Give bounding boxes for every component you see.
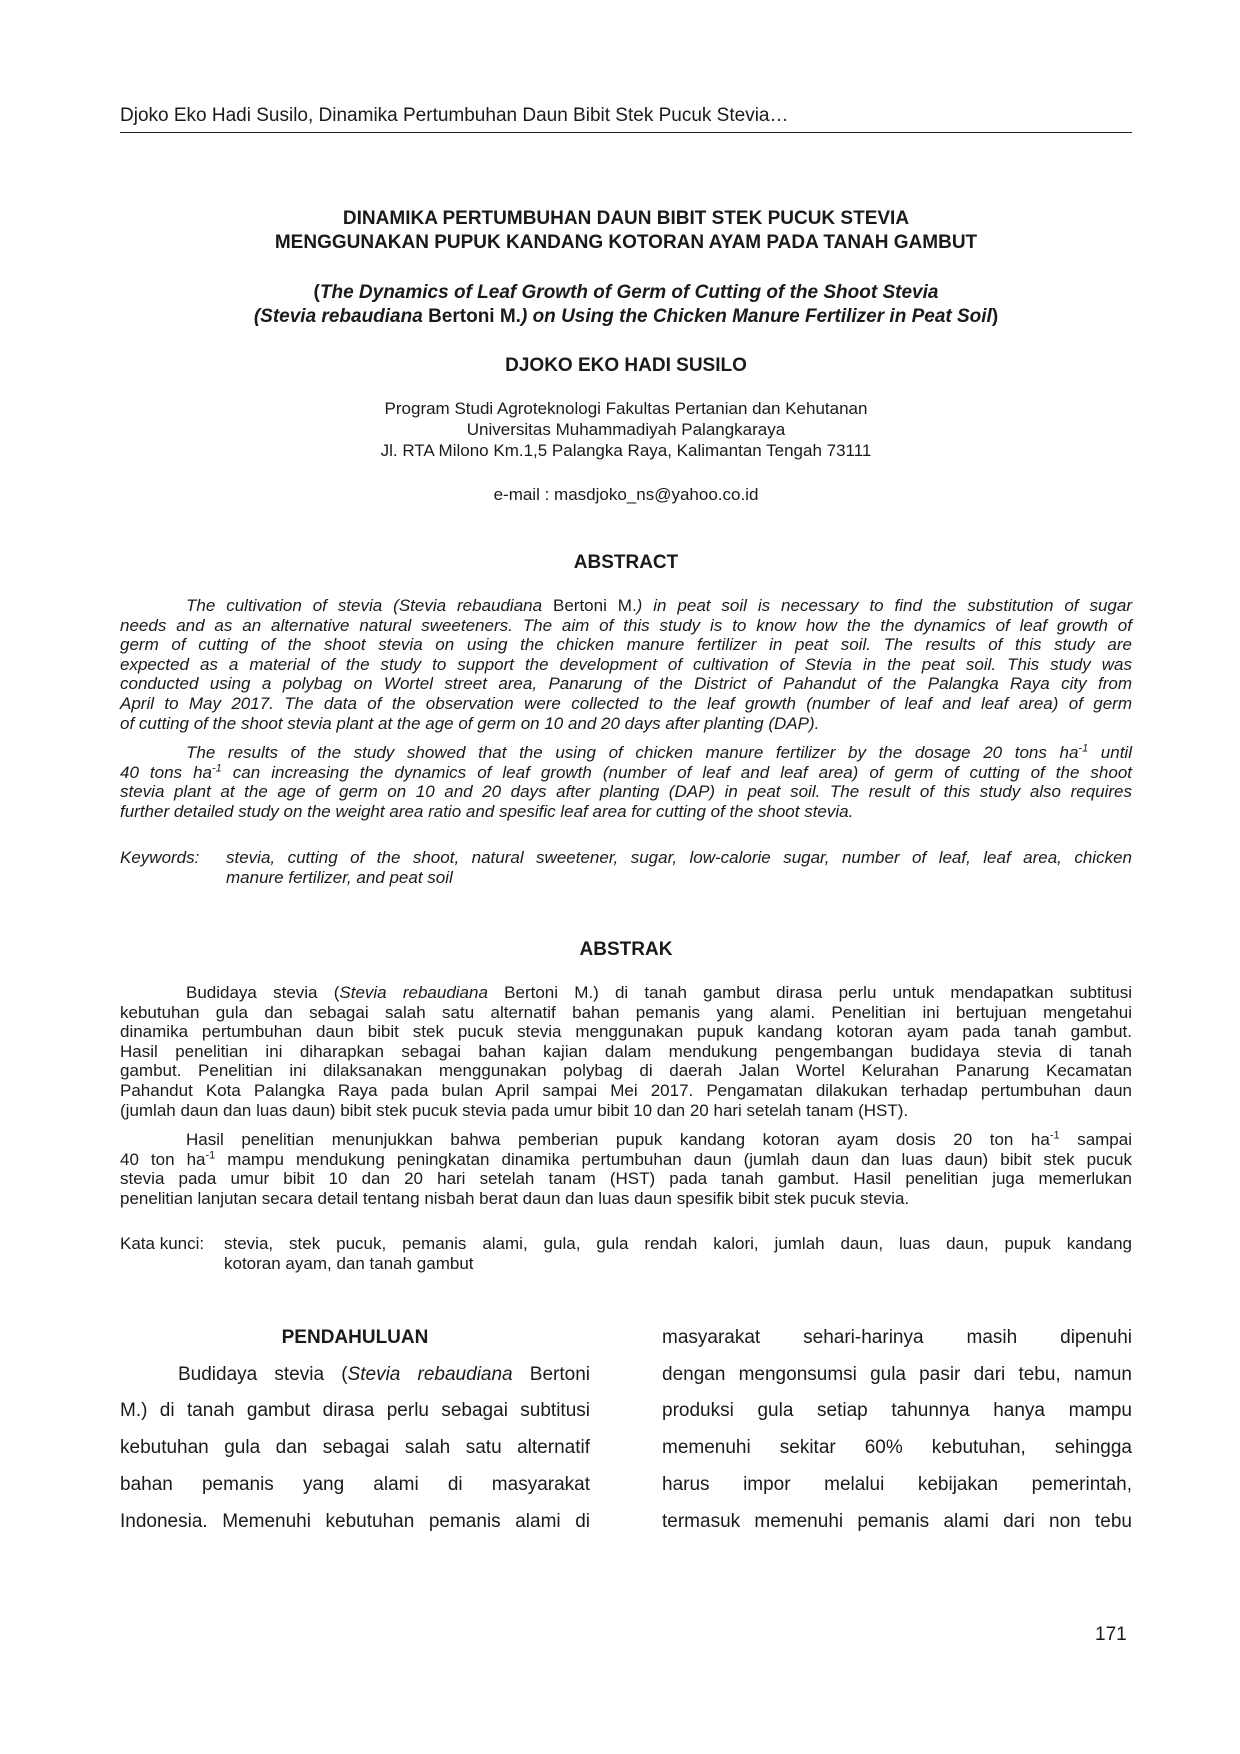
text-line: further detailed study on the weight area ratio and spesific leaf area for cutting of the shoot stevia. [120, 801, 854, 821]
text-line: penelitian lanjutan secara detail tentang nisbah berat daun dan luas daun spesifik bibit stek pucuk stevia. [120, 1188, 910, 1208]
text-line: dinamika pertumbuhan daun bibit stek pucuk stevia menggunakan pupuk kandang kotoran ayam pada tanah gambut. [120, 1022, 1132, 1042]
text-line: masyarakat sehari-harinya masih dipenuhi [662, 1327, 1132, 1348]
keywords-text [226, 848, 1132, 887]
abstrak-paragraph-1 [120, 983, 1132, 1120]
author-name: DJOKO EKO HADI SUSILO [505, 355, 747, 376]
paren: ( [313, 282, 320, 303]
paper-title [120, 207, 1132, 255]
page-number: 171 [1095, 1624, 1127, 1645]
text-line: kotoran ayam, dan tanah gambut [224, 1253, 474, 1273]
text-line: harus impor melalui kebijakan pemerintah, [662, 1473, 1132, 1495]
kata-kunci-text [224, 1234, 1132, 1273]
english-title [120, 281, 1132, 329]
text-line: germ of cutting of the shoot stevia on using the chicken manure fertilizer in peat soil. The results of this study are [120, 635, 1132, 655]
running-head: Djoko Eko Hadi Susilo, Dinamika Pertumbuhan Daun Bibit Stek Pucuk Stevia… [120, 104, 1132, 133]
text-line: produksi gula setiap tahunnya hanya mampu [662, 1400, 1132, 1422]
intro-right-column [662, 1320, 1132, 1540]
author-email: e-mail : masdjoko_ns@yahoo.co.id [493, 485, 759, 504]
text-line: Budidaya stevia (Stevia rebaudiana Bertoni M.) di tanah gambut dirasa perlu untuk mendapatkan subtitusi [186, 983, 1133, 1002]
text-line: Indonesia. Memenuhi kebutuhan pemanis alami di [120, 1510, 590, 1532]
text-line: 40 tons $ha^{-1}$ can increasing the dynamics of leaf growth (number of leaf and leaf area) of germ of cutting of the shoot [120, 761, 1133, 782]
text-line: dengan mengonsumsi gula pasir dari tebu, namun [662, 1363, 1132, 1385]
english-title-line [120, 281, 1132, 305]
abstract-paragraph-2 [120, 743, 1132, 821]
abstract-paragraph-1 [120, 596, 1132, 733]
text-line: Hasil penelitian ini diharapkan sebagai bahan kajian dalam mendukung pengembangan budidaya stevia di tanah [120, 1041, 1132, 1061]
text-line: needs and as an alternative natural sweeteners. The aim of this study is to know how the the dynamics of leaf growth of [120, 615, 1132, 635]
text-line: Hasil penelitian menunjukkan bahwa pemberian pupuk kandang kotoran ayam dosis 20 ton $ha^{-1}$ sampai [186, 1129, 1132, 1149]
species-author: Bertoni M. [422, 306, 521, 327]
text-line: memenuhi sekitar 60% kebutuhan, sehingga [662, 1437, 1132, 1459]
keywords-label: Keywords: [120, 848, 200, 867]
text-line: kebutuhan gula dan sebagai salah satu alternatif bahan pemanis yang alami. Penelitian ini bertujuan mengetahui [120, 1002, 1132, 1022]
text-line: Budidaya stevia (Stevia rebaudiana Bertoni [178, 1363, 591, 1385]
title-line: MENGGUNAKAN PUPUK KANDANG KOTORAN AYAM PADA TANAH GAMBUT [274, 232, 978, 253]
abstract-heading: ABSTRACT [573, 552, 679, 573]
affiliation-line: Universitas Muhammadiyah Palangkaraya [466, 420, 786, 439]
text-line: stevia pada umur bibit 10 dan 20 hari setelah tanam (HST) pada tanah gambut. Hasil penelitian juga memerlukan [120, 1169, 1132, 1189]
text-line: manure fertilizer, and peat soil [226, 867, 453, 887]
text-line: conducted using a polybag on Wortel street area, Panarung of the District of Pahandut of the Palangka Raya city from [120, 674, 1132, 694]
title-line: DINAMIKA PERTUMBUHAN DAUN BIBIT STEK PUCUK STEVIA [342, 208, 910, 229]
kata-kunci-label: Kata kunci: [120, 1234, 205, 1253]
text-line: termasuk memenuhi pemanis alami dari non tebu [662, 1510, 1132, 1532]
affiliation-line: Program Studi Agroteknologi Fakultas Pertanian dan Kehutanan [384, 399, 868, 418]
english-title-text: The Dynamics of Leaf Growth of Germ of Cutting of the Shoot Stevia [319, 282, 939, 303]
text-line: The results of the study showed that the using of chicken manure fertilizer by the dosage 20 tons $ha^{-1}$ until [186, 742, 1132, 762]
text-line: kebutuhan gula dan sebagai salah satu alternatif [120, 1437, 590, 1459]
text-line: stevia, stek pucuk, pemanis alami, gula, gula rendah kalori, jumlah daun, luas daun, pupuk kandang [224, 1234, 1132, 1253]
text-line: bahan pemanis yang alami di masyarakat [120, 1473, 590, 1495]
text-line: Pahandut Kota Palangka Raya pada bulan April sampai Mei 2017. Pengamatan dilakukan terhadap pertumbuhan daun [120, 1080, 1132, 1100]
text-line: of cutting of the shoot stevia plant at the age of germ on 10 and 20 days after planting (DAP). [120, 713, 820, 733]
text-line: stevia, cutting of the shoot, natural sweetener, sugar, low-calorie sugar, number of leaf, leaf area, chicken [226, 848, 1132, 867]
text-line: The cultivation of stevia (Stevia rebaudiana Bertoni M.) in peat soil is necessary to find the substitution of sugar [186, 596, 1132, 615]
species-name: (Stevia rebaudiana [253, 306, 423, 327]
text-line: April to May 2017. The data of the observation were collected to the leaf growth (number of leaf and leaf area) of germ [120, 693, 1132, 713]
affiliation [120, 398, 1132, 461]
section-heading-pendahuluan: PENDAHULUAN [281, 1327, 429, 1348]
abstrak-heading: ABSTRAK [579, 939, 673, 960]
text-line: gambut. Penelitian ini dilaksanakan menggunakan polybag di daerah Jalan Wortel Kelurahan Panarung Kecamatan [120, 1061, 1132, 1081]
affiliation-line: Jl. RTA Milono Km.1,5 Palangka Raya, Kalimantan Tengah 73111 [380, 441, 872, 460]
english-title-line [120, 305, 1132, 329]
intro-left-column [120, 1320, 590, 1540]
paren: ) [991, 306, 999, 327]
text-line: 40 ton $ha^{-1}$ mampu mendukung peningkatan dinamika pertumbuhan daun (jumlah daun dan luas daun) bibit stek pucuk [120, 1148, 1132, 1169]
text-line: (jumlah daun dan luas daun) bibit stek pucuk stevia pada umur bibit 10 dan 20 hari setelah tanam (HST). [120, 1100, 909, 1120]
text-line: expected as a material of the study to support the development of cultivation of Stevia in the peat soil. This study was [120, 654, 1132, 674]
text-line: M.) di tanah gambut dirasa perlu sebagai subtitusi [120, 1400, 590, 1422]
english-title-text: ) on Using the Chicken Manure Fertilizer in Peat Soil [520, 306, 992, 327]
text-line: stevia plant at the age of germ on 10 and 20 days after planting (DAP) in peat soil. The result of this study also requires [120, 782, 1132, 802]
abstrak-paragraph-2 [120, 1130, 1132, 1208]
